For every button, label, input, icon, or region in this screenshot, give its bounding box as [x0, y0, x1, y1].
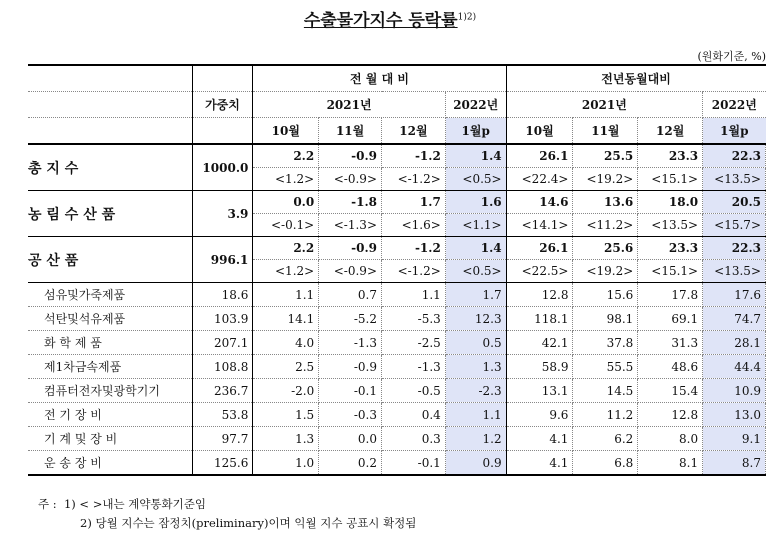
- value-cell: 0.9: [445, 451, 506, 476]
- weight-header-top: [192, 65, 253, 92]
- value-cell: 2.2: [253, 144, 319, 168]
- value-cell: 26.1: [506, 144, 573, 168]
- contract-value-cell: <1.2>: [253, 168, 319, 191]
- table-row: [28, 237, 766, 260]
- contract-value-cell: <11.2>: [573, 214, 638, 237]
- value-cell: -5.2: [319, 307, 382, 331]
- contract-value-cell: <-1.2>: [382, 168, 446, 191]
- weight-cell: 236.7: [192, 379, 253, 403]
- row-label-text: 공 산 품: [28, 252, 79, 269]
- value-cell: 2.5: [253, 355, 319, 379]
- value-cell: 58.9: [506, 355, 573, 379]
- table-row: [28, 144, 766, 168]
- table-row: [28, 427, 766, 451]
- contract-value-cell: <1.1>: [445, 214, 506, 237]
- contract-value-cell: <19.2>: [573, 168, 638, 191]
- footnote-prefix: 주 :: [38, 497, 57, 511]
- value-cell: 1.7: [382, 191, 446, 214]
- month-header: 12월: [638, 118, 703, 145]
- contract-value-cell: <1.2>: [253, 260, 319, 283]
- row-label: 제1차금속제품: [28, 355, 192, 379]
- value-cell: 23.3: [638, 144, 703, 168]
- value-cell: 74.7: [703, 307, 766, 331]
- weight-cell: 108.8: [192, 355, 253, 379]
- row-label: 운 송 장 비: [28, 451, 192, 476]
- value-cell: 28.1: [703, 331, 766, 355]
- contract-value-cell: <0.5>: [445, 168, 506, 191]
- weight-cell: 97.7: [192, 427, 253, 451]
- value-cell: 1.4: [445, 144, 506, 168]
- footnote-1: [38, 495, 416, 514]
- weight-cell: 18.6: [192, 283, 253, 307]
- value-cell: 13.0: [703, 403, 766, 427]
- contract-value-cell: <-0.9>: [319, 168, 382, 191]
- value-cell: 13.6: [573, 191, 638, 214]
- row-label: [28, 144, 192, 191]
- value-cell: 12.3: [445, 307, 506, 331]
- contract-value-cell: <1.6>: [382, 214, 446, 237]
- value-cell: -0.3: [319, 403, 382, 427]
- corner-cell-3: [28, 118, 192, 145]
- value-cell: 6.2: [573, 427, 638, 451]
- value-cell: 2.2: [253, 237, 319, 260]
- value-cell: 0.5: [445, 331, 506, 355]
- value-cell: 42.1: [506, 331, 573, 355]
- mom-year-2022: 2022년: [445, 92, 506, 118]
- value-cell: 31.3: [638, 331, 703, 355]
- value-cell: 37.8: [573, 331, 638, 355]
- value-cell: 17.6: [703, 283, 766, 307]
- value-cell: 10.9: [703, 379, 766, 403]
- month-header: 11월: [319, 118, 382, 145]
- month-header: 10월: [506, 118, 573, 145]
- value-cell: 1.0: [253, 451, 319, 476]
- value-cell: 69.1: [638, 307, 703, 331]
- value-cell: 44.4: [703, 355, 766, 379]
- value-cell: 26.1: [506, 237, 573, 260]
- value-cell: 1.1: [445, 403, 506, 427]
- value-cell: 14.1: [253, 307, 319, 331]
- weight-cell: 125.6: [192, 451, 253, 476]
- contract-value-cell: <13.5>: [703, 168, 766, 191]
- value-cell: -1.2: [382, 144, 446, 168]
- value-cell: -2.3: [445, 379, 506, 403]
- value-cell: -0.9: [319, 237, 382, 260]
- footnote-1-text: 1) < >내는 계약통화기준임: [63, 497, 206, 511]
- unit-label: (원화기준, %): [697, 50, 766, 63]
- value-cell: 0.3: [382, 427, 446, 451]
- table-row: [28, 283, 766, 307]
- month-header: 12월: [382, 118, 446, 145]
- contract-value-cell: <15.7>: [703, 214, 766, 237]
- yoy-header: 전년동월대비: [506, 65, 765, 92]
- value-cell: 0.2: [319, 451, 382, 476]
- table-row: [28, 307, 766, 331]
- weight-cell: 3.9: [192, 191, 253, 237]
- value-cell: 4.1: [506, 451, 573, 476]
- contract-value-cell: <13.5>: [638, 214, 703, 237]
- value-cell: 25.5: [573, 144, 638, 168]
- table-row: [28, 379, 766, 403]
- value-cell: -0.1: [382, 451, 446, 476]
- contract-value-cell: <14.1>: [506, 214, 573, 237]
- corner-cell: [28, 65, 192, 92]
- value-cell: 14.5: [573, 379, 638, 403]
- value-cell: 1.1: [382, 283, 446, 307]
- value-cell: -0.5: [382, 379, 446, 403]
- value-cell: -5.3: [382, 307, 446, 331]
- value-cell: 0.0: [253, 191, 319, 214]
- row-label: 섬유및가죽제품: [28, 283, 192, 307]
- value-cell: 17.8: [638, 283, 703, 307]
- title-footnote-marker: 1)2): [457, 12, 477, 23]
- month-header: 1월p: [445, 118, 506, 145]
- value-cell: 1.1: [253, 283, 319, 307]
- value-cell: 4.0: [253, 331, 319, 355]
- value-cell: 98.1: [573, 307, 638, 331]
- value-cell: 0.4: [382, 403, 446, 427]
- row-label: 컴퓨터전자및광학기기: [28, 379, 192, 403]
- value-cell: 9.6: [506, 403, 573, 427]
- weight-header-bottom: [192, 118, 253, 145]
- row-label: 화 학 제 품: [28, 331, 192, 355]
- value-cell: 8.0: [638, 427, 703, 451]
- value-cell: 15.4: [638, 379, 703, 403]
- weight-cell: 1000.0: [192, 144, 253, 191]
- value-cell: 11.2: [573, 403, 638, 427]
- value-cell: 22.3: [703, 144, 766, 168]
- row-label-text: 농 림 수 산 품: [28, 206, 116, 223]
- contract-value-cell: <0.5>: [445, 260, 506, 283]
- value-cell: -2.0: [253, 379, 319, 403]
- value-cell: 15.6: [573, 283, 638, 307]
- corner-cell-2: [28, 92, 192, 118]
- table-row: [28, 355, 766, 379]
- value-cell: 20.5: [703, 191, 766, 214]
- weight-cell: 996.1: [192, 237, 253, 283]
- row-label: [28, 237, 192, 283]
- table-row: [28, 191, 766, 214]
- contract-value-cell: <19.2>: [573, 260, 638, 283]
- value-cell: 1.2: [445, 427, 506, 451]
- value-cell: -1.3: [382, 355, 446, 379]
- table-title: [0, 6, 780, 31]
- contract-value-cell: <13.5>: [703, 260, 766, 283]
- table-body: [28, 144, 766, 475]
- value-cell: 18.0: [638, 191, 703, 214]
- value-cell: 1.4: [445, 237, 506, 260]
- value-cell: 13.1: [506, 379, 573, 403]
- weight-cell: 53.8: [192, 403, 253, 427]
- value-cell: 0.7: [319, 283, 382, 307]
- contract-value-cell: <-1.2>: [382, 260, 446, 283]
- yoy-year-2022: 2022년: [703, 92, 766, 118]
- value-cell: 55.5: [573, 355, 638, 379]
- value-cell: 8.1: [638, 451, 703, 476]
- value-cell: 12.8: [638, 403, 703, 427]
- value-cell: 6.8: [573, 451, 638, 476]
- value-cell: 48.6: [638, 355, 703, 379]
- row-label: 기 계 및 장 비: [28, 427, 192, 451]
- value-cell: -1.3: [319, 331, 382, 355]
- contract-value-cell: <-0.1>: [253, 214, 319, 237]
- month-header: 10월: [253, 118, 319, 145]
- value-cell: 118.1: [506, 307, 573, 331]
- export-price-table: [28, 64, 766, 476]
- yoy-year-2021: 2021년: [506, 92, 703, 118]
- month-header: 1월p: [703, 118, 766, 145]
- contract-value-cell: <22.5>: [506, 260, 573, 283]
- value-cell: -1.8: [319, 191, 382, 214]
- weight-cell: 103.9: [192, 307, 253, 331]
- month-header: 11월: [573, 118, 638, 145]
- value-cell: 25.6: [573, 237, 638, 260]
- value-cell: 22.3: [703, 237, 766, 260]
- table-row: [28, 403, 766, 427]
- table-row: [28, 331, 766, 355]
- value-cell: 14.6: [506, 191, 573, 214]
- footnote-2-text: 2) 당월 지수는 잠정치(preliminary)이며 익월 지수 공표시 확정됨: [80, 516, 417, 530]
- value-cell: -0.9: [319, 355, 382, 379]
- contract-value-cell: <-0.9>: [319, 260, 382, 283]
- value-cell: 4.1: [506, 427, 573, 451]
- value-cell: 9.1: [703, 427, 766, 451]
- contract-value-cell: <15.1>: [638, 260, 703, 283]
- value-cell: 1.3: [445, 355, 506, 379]
- value-cell: 1.3: [253, 427, 319, 451]
- value-cell: 23.3: [638, 237, 703, 260]
- value-cell: -2.5: [382, 331, 446, 355]
- weight-cell: 207.1: [192, 331, 253, 355]
- contract-value-cell: <-1.3>: [319, 214, 382, 237]
- mom-year-2021: 2021년: [253, 92, 445, 118]
- title-text: 수출물가지수 등락률: [303, 11, 458, 31]
- value-cell: -0.1: [319, 379, 382, 403]
- value-cell: -1.2: [382, 237, 446, 260]
- mom-header: 전 월 대 비: [253, 65, 506, 92]
- table-row: [28, 451, 766, 476]
- row-label: 석탄및석유제품: [28, 307, 192, 331]
- row-label: 전 기 장 비: [28, 403, 192, 427]
- contract-value-cell: <22.4>: [506, 168, 573, 191]
- row-label: [28, 191, 192, 237]
- value-cell: -0.9: [319, 144, 382, 168]
- weight-header: 가중치: [192, 92, 253, 118]
- value-cell: 1.7: [445, 283, 506, 307]
- value-cell: 0.0: [319, 427, 382, 451]
- contract-value-cell: <15.1>: [638, 168, 703, 191]
- value-cell: 1.6: [445, 191, 506, 214]
- value-cell: 12.8: [506, 283, 573, 307]
- value-cell: 1.5: [253, 403, 319, 427]
- row-label-text: 총 지 수: [28, 160, 79, 177]
- value-cell: 8.7: [703, 451, 766, 476]
- footnotes: [38, 495, 416, 533]
